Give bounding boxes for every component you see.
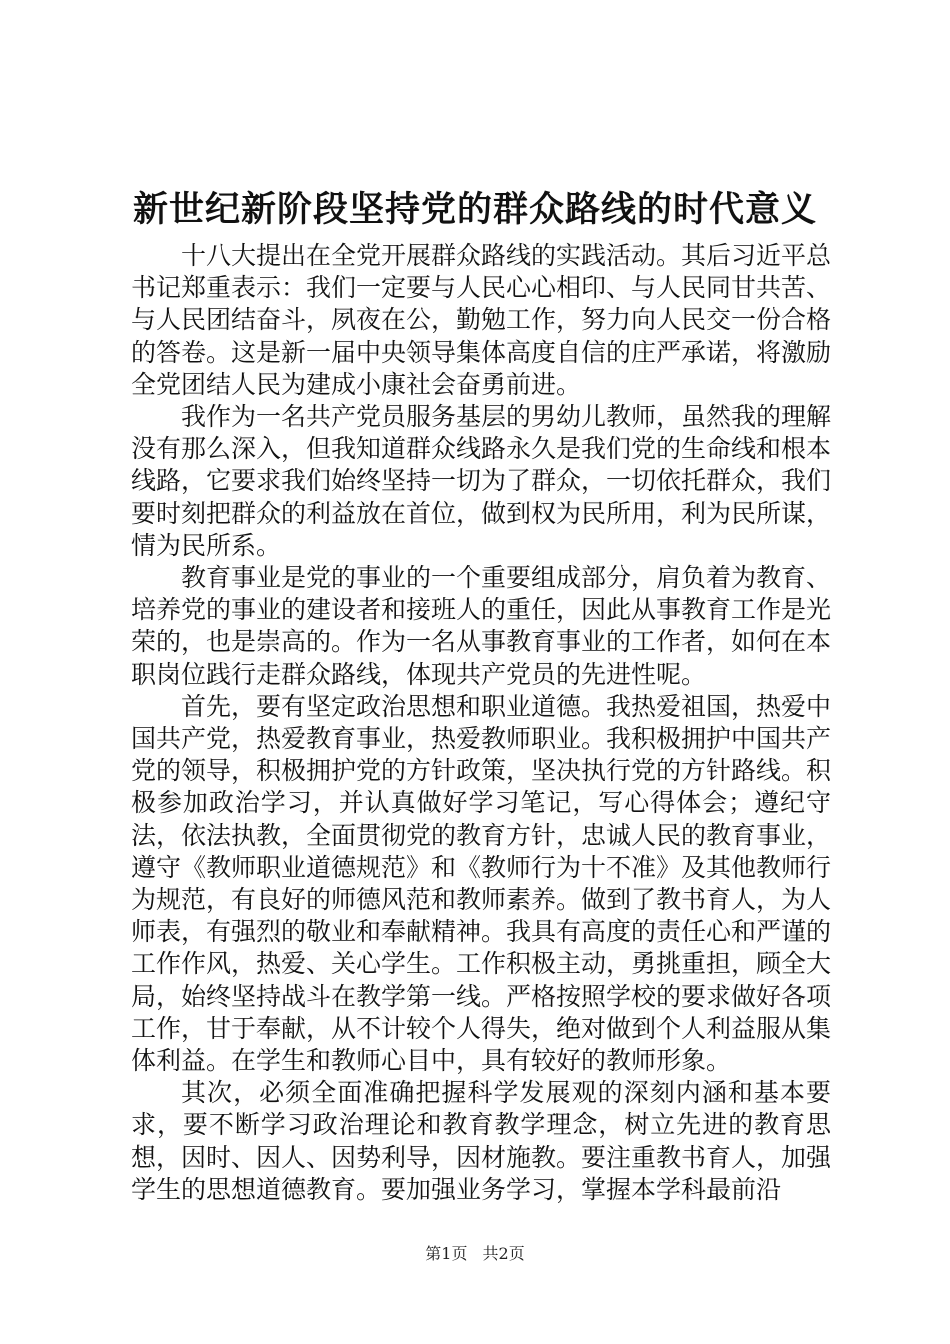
page-footer [0, 1243, 950, 1265]
page-number: 第1页 [425, 1244, 468, 1263]
page-total: 共2页 [482, 1244, 525, 1263]
document-body [131, 240, 831, 1206]
paragraph: 其次，必须全面准确把握科学发展观的深刻内涵和基本要求，要不断学习政治理论和教育教学理念，树立先进的教育思想，因时、因人、因势利导，因材施教。要注重教书育人，加强学生的思想道德教育。要加强业务学习，掌握本学科最前沿 [131, 1078, 832, 1204]
paragraph: 我作为一名共产党员服务基层的男幼儿教师，虽然我的理解没有那么深入，但我知道群众线路永久是我们党的生命线和根本线路，它要求我们始终坚持一切为了群众，一切依托群众，我们要时刻把群众的利益放在首位，做到权为民所用，利为民所谋，情为民所系。 [131, 402, 832, 560]
paragraph: 十八大提出在全党开展群众路线的实践活动。其后习近平总书记郑重表示：我们一定要与人民心心相印、与人民同甘共苦、与人民团结奋斗，夙夜在公，勤勉工作，努力向人民交一份合格的答卷。这是新一届中央领导集体高度自信的庄严承诺，将激励全党团结人民为建成小康社会奋勇前进。 [131, 241, 832, 399]
paragraph: 教育事业是党的事业的一个重要组成部分，肩负着为教育、培养党的事业的建设者和接班人的重任，因此从事教育工作是光荣的，也是崇高的。作为一名从事教育事业的工作者，如何在本职岗位践行走群众路线，体现共产党员的先进性呢。 [131, 563, 832, 689]
paragraph: 首先，要有坚定政治思想和职业道德。我热爱祖国，热爱中国共产党，热爱教育事业，热爱教师职业。我积极拥护中国共产党的领导，积极拥护党的方针政策，坚决执行党的方针路线。积极参加政治学习，并认真做好学习笔记，写心得体会；遵纪守法，依法执教，全面贯彻党的教育方针，忠诚人民的教育事业，遵守《教师职业道德规范》和《教师行为十不准》及其他教师行为规范，有良好的师德风范和教师素养。做到了教书育人，为人师表，有强烈的敬业和奉献精神。我具有高度的责任心和严谨的工作作风，热爱、关心学生。工作积极主动，勇挑重担，顾全大局，始终坚持战斗在教学第一线。严格按照学校的要求做好各项工作，甘于奉献，从不计较个人得失，绝对做到个人利益服从集体利益。在学生和教师心目中，具有较好的教师形象。 [131, 691, 832, 1076]
document-title: 新世纪新阶段坚持党的群众路线的时代意义 [132, 189, 817, 230]
